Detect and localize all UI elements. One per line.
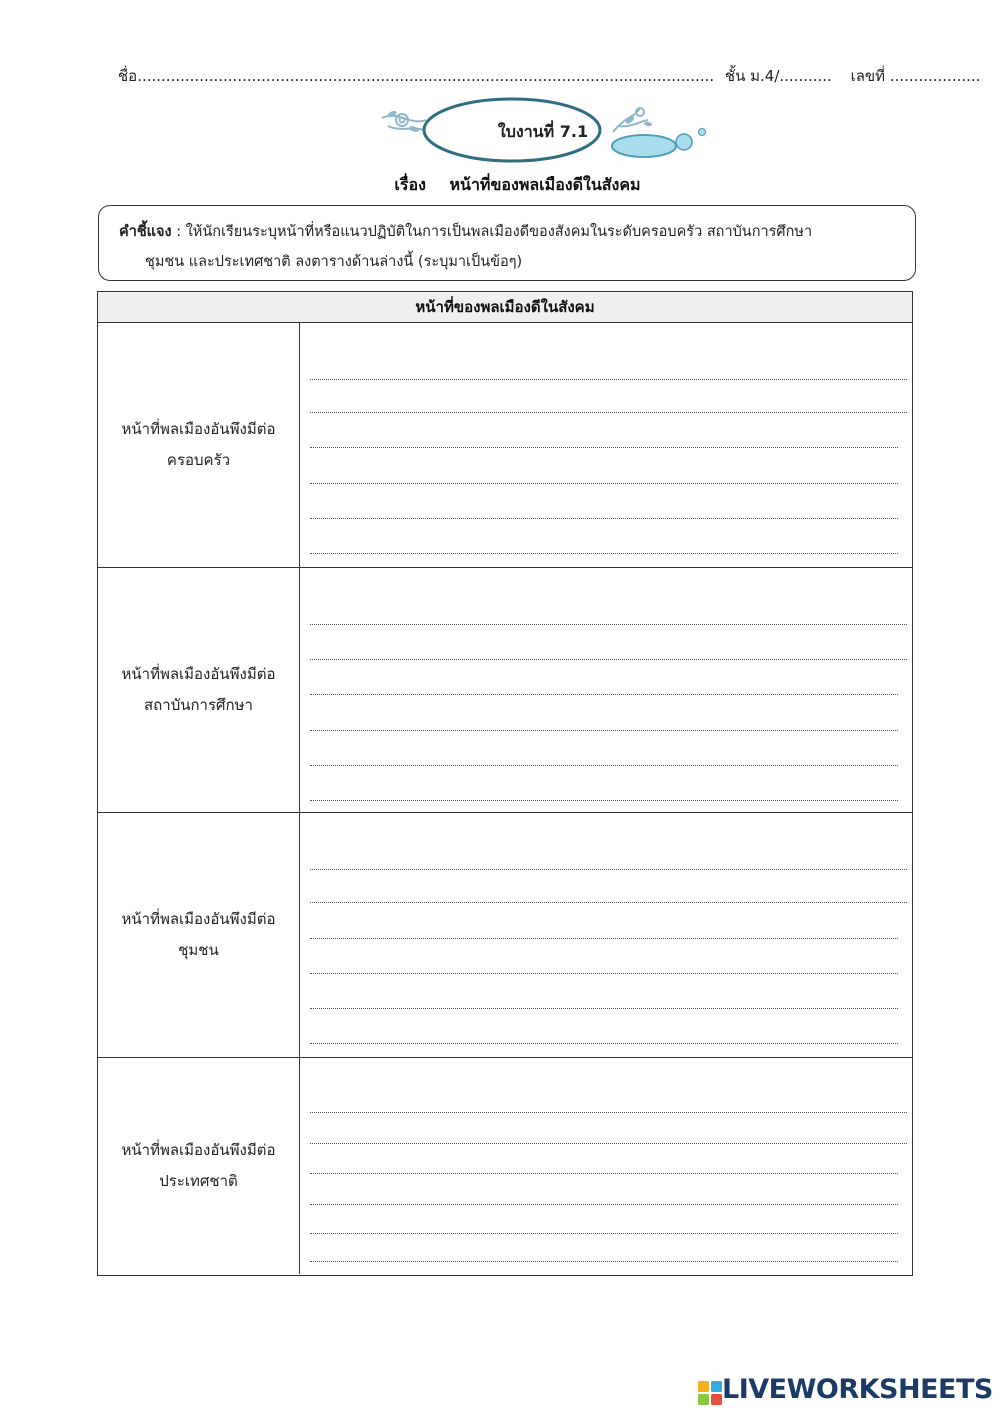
instructions-line-1 <box>119 217 907 247</box>
worksheet-subject <box>0 173 1000 198</box>
row-label-line-1: หน้าที่พลเมืองอันพึงมีต่อ <box>121 420 276 438</box>
answer-line[interactable] <box>310 1173 898 1174</box>
instructions-box <box>98 205 916 281</box>
answer-line[interactable] <box>310 1143 907 1144</box>
answer-line[interactable] <box>310 659 907 660</box>
answer-line[interactable] <box>310 379 907 380</box>
row-label-line-1: หน้าที่พลเมืองอันพึงมีต่อ <box>121 1141 276 1159</box>
row-label-line-2: ครอบครัว <box>166 451 231 469</box>
row-label-line-2: ชุมชน <box>178 941 219 959</box>
answer-line[interactable] <box>310 1204 898 1205</box>
subject-prefix: เรื่อง <box>394 175 426 194</box>
answer-line[interactable] <box>310 483 898 484</box>
answer-line[interactable] <box>310 765 898 766</box>
answer-line[interactable] <box>310 938 898 939</box>
row-label-line-2: สถาบันการศึกษา <box>144 696 253 714</box>
instructions-line-2: ชุมชน และประเทศชาติ ลงตารางด้านล่างนี้ (ระบุมาเป็นข้อๆ) <box>145 254 523 270</box>
row-label <box>98 568 300 812</box>
answer-line[interactable] <box>310 412 907 413</box>
answer-line[interactable] <box>310 902 907 903</box>
answer-line[interactable] <box>310 624 907 625</box>
table-row-community <box>98 813 912 1058</box>
student-info-line <box>118 64 981 88</box>
subject-title: หน้าที่ของพลเมืองดีในสังคม <box>449 175 641 194</box>
instructions-label: คำชี้แจง <box>119 224 172 240</box>
duties-table <box>97 291 913 1276</box>
row-label-line-1: หน้าที่พลเมืองอันพึงมีต่อ <box>121 665 276 683</box>
row-label-line-1: หน้าที่พลเมืองอันพึงมีต่อ <box>121 910 276 928</box>
answer-line[interactable] <box>310 1233 898 1234</box>
class-field[interactable]: ชั้น ม.4/........... <box>724 67 832 85</box>
worksheet-badge <box>378 96 708 164</box>
answer-line[interactable] <box>310 694 898 695</box>
watermark-text: LIVEWORKSHEETS <box>722 1374 993 1405</box>
answer-line[interactable] <box>310 447 898 448</box>
row-label <box>98 813 300 1057</box>
answer-line[interactable] <box>310 1112 907 1113</box>
answer-line[interactable] <box>310 1043 898 1044</box>
instructions-text-1: : ให้นักเรียนระบุหน้าที่หรือแนวปฏิบัติในการเป็นพลเมืองดีของสังคมในระดับครอบครัว สถาบันการศึกษา <box>171 224 813 240</box>
table-row-family <box>98 323 912 568</box>
table-row-school <box>98 568 912 813</box>
answer-line[interactable] <box>310 518 898 519</box>
table-header: หน้าที่ของพลเมืองดีในสังคม <box>98 292 912 323</box>
answer-line[interactable] <box>310 973 898 974</box>
name-field[interactable]: ชื่อ......................................................................................................................... <box>118 67 715 85</box>
answer-line[interactable] <box>310 730 898 731</box>
answer-line[interactable] <box>310 800 898 801</box>
table-row-nation <box>98 1058 912 1274</box>
number-field[interactable]: เลขที่ ................... <box>850 67 981 85</box>
row-label <box>98 1058 300 1274</box>
answer-line[interactable] <box>310 553 898 554</box>
answer-line[interactable] <box>310 869 907 870</box>
answer-line[interactable] <box>310 1261 898 1262</box>
liveworksheets-logo-icon <box>698 1381 722 1405</box>
row-label-line-2: ประเทศชาติ <box>159 1172 238 1190</box>
row-label <box>98 323 300 567</box>
answer-line[interactable] <box>310 1008 898 1009</box>
worksheet-number: ใบงานที่ 7.1 <box>497 122 589 141</box>
